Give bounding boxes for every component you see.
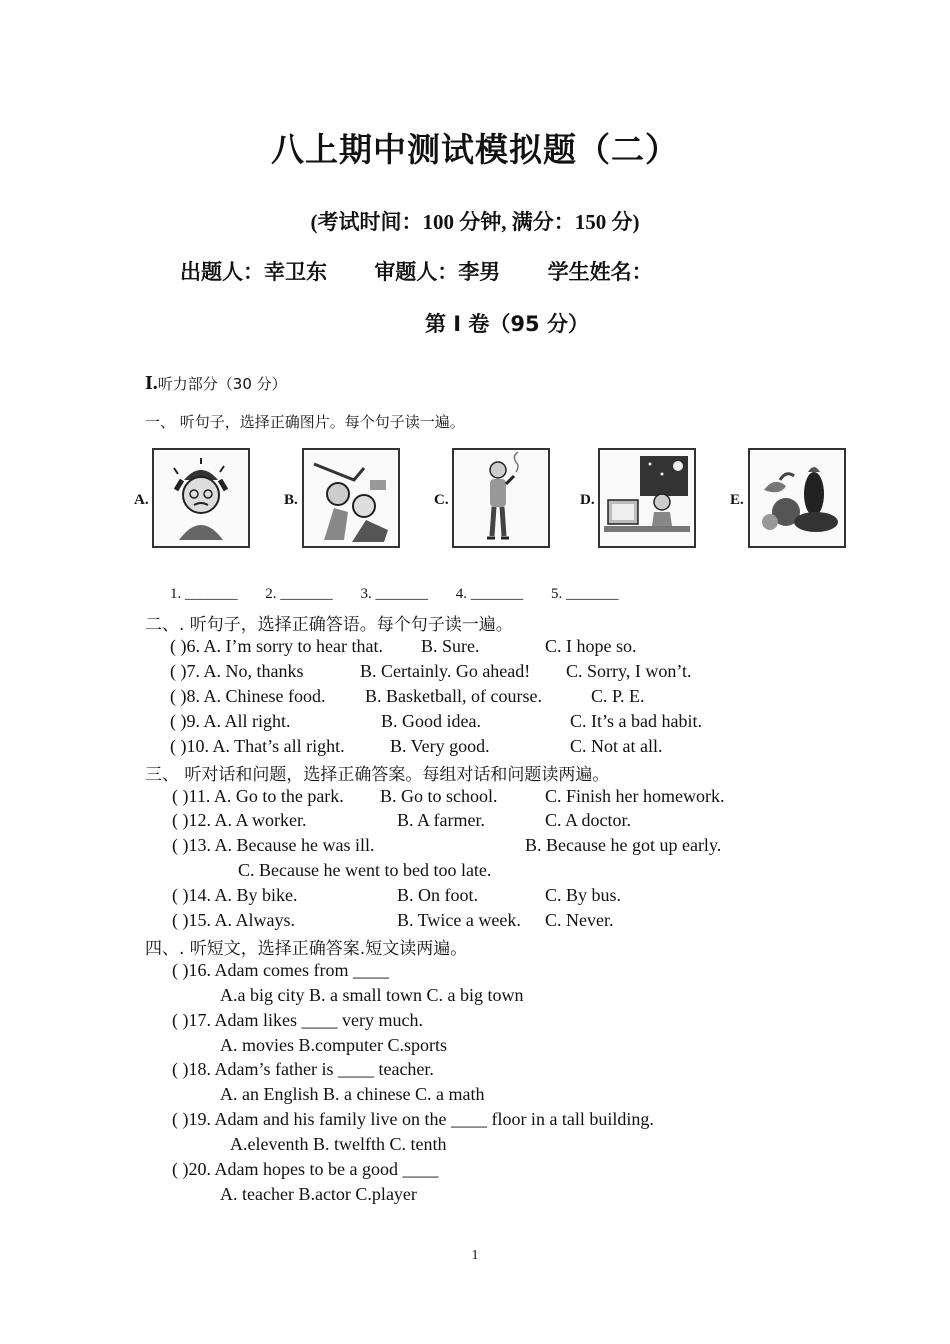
answer-blanks <box>170 586 643 603</box>
option-13b: B. Because he got up early. <box>525 835 722 855</box>
question-10: ( )10. A. That’s all right. <box>170 736 345 756</box>
worried-boy-icon <box>154 450 248 546</box>
options-18: A. an English B. a chinese C. a math <box>220 1084 485 1104</box>
section-4-title: 四、. 听短文，选择正确答案.短文读两遍。 <box>145 939 468 959</box>
question-20: ( )20. Adam hopes to be a good ____ <box>172 1159 439 1179</box>
exam-info: (考试时间：100 分钟, 满分：150 分) <box>310 210 640 234</box>
options-19: A.eleventh B. twelfth C. tenth <box>230 1134 447 1154</box>
smoking-man-icon <box>454 450 548 546</box>
blank-3[interactable]: 3. _______ <box>360 586 428 602</box>
option-13c: C. Because he went to bed too late. <box>238 860 492 880</box>
setter: 出题人：幸卫东 <box>180 260 327 284</box>
part-heading: I.听力部分（30 分） <box>145 372 287 394</box>
option-15c: C. Never. <box>545 910 614 930</box>
options-17: A. movies B.computer C.sports <box>220 1035 447 1055</box>
option-9c: C. It’s a bad habit. <box>570 711 702 731</box>
question-9: ( )9. A. All right. <box>170 711 291 731</box>
option-7b: B. Certainly. Go ahead! <box>360 661 531 681</box>
options-20: A. teacher B.actor C.player <box>220 1184 417 1204</box>
question-14: ( )14. A. By bike. <box>172 885 298 905</box>
question-12: ( )12. A. A worker. <box>172 810 307 830</box>
option-8b: B. Basketball, of course. <box>365 686 542 706</box>
option-9b: B. Good idea. <box>381 711 481 731</box>
option-6c: C. I hope so. <box>545 636 637 656</box>
option-14c: C. By bus. <box>545 885 622 905</box>
reviewer: 审题人：李男 <box>374 260 501 284</box>
option-6b: B. Sure. <box>421 636 480 656</box>
question-11: ( )11. A. Go to the park. <box>172 786 344 806</box>
picture-row: A. B. C. D. E. <box>134 448 854 552</box>
question-19: ( )19. Adam and his family live on the ____ floor in a tall building. <box>172 1109 654 1129</box>
question-17: ( )17. Adam likes ____ very much. <box>172 1010 423 1030</box>
dentist-icon <box>304 450 398 546</box>
blank-4[interactable]: 4. _______ <box>455 586 524 602</box>
option-11b: B. Go to school. <box>380 786 498 806</box>
section-2-title: 二、. 听句子，选择正确答语。每个句子读一遍。 <box>145 615 513 635</box>
page-title: 八上期中测试模拟题（二） <box>271 130 679 169</box>
option-8c: C. P. E. <box>591 686 645 706</box>
blank-2[interactable]: 2. _______ <box>265 586 333 602</box>
option-10b: B. Very good. <box>390 736 490 756</box>
volume-heading: 第 I 卷（95 分） <box>425 312 589 336</box>
page-number: 1 <box>471 1248 479 1263</box>
question-18: ( )18. Adam’s father is ____ teacher. <box>172 1059 434 1079</box>
computer-at-night-icon <box>600 450 694 546</box>
option-10c: C. Not at all. <box>570 736 663 756</box>
student-name-label: 学生姓名： <box>547 260 653 284</box>
option-11c: C. Finish her homework. <box>545 786 725 806</box>
option-15b: B. Twice a week. <box>397 910 521 930</box>
question-15: ( )15. A. Always. <box>172 910 295 930</box>
vegetables-icon <box>750 450 844 546</box>
question-7: ( )7. A. No, thanks <box>170 661 304 681</box>
question-6: ( )6. A. I’m sorry to hear that. <box>170 636 383 656</box>
question-8: ( )8. A. Chinese food. <box>170 686 326 706</box>
option-12c: C. A doctor. <box>545 810 632 830</box>
option-14b: B. On foot. <box>397 885 478 905</box>
question-16: ( )16. Adam comes from ____ <box>172 960 389 980</box>
section-1-title: 一、 听句子，选择正确图片。每个句子读一遍。 <box>145 413 465 431</box>
blank-5[interactable]: 5. _______ <box>551 586 619 602</box>
option-12b: B. A farmer. <box>397 810 485 830</box>
blank-1[interactable]: 1. _______ <box>170 586 238 602</box>
authors-line <box>180 256 693 286</box>
options-16: A.a big city B. a small town C. a big town <box>220 985 524 1005</box>
question-13: ( )13. A. Because he was ill. <box>172 835 375 855</box>
option-7c: C. Sorry, I won’t. <box>566 661 692 681</box>
section-3-title: 三、 听对话和问题，选择正确答案。每组对话和问题读两遍。 <box>145 765 610 785</box>
